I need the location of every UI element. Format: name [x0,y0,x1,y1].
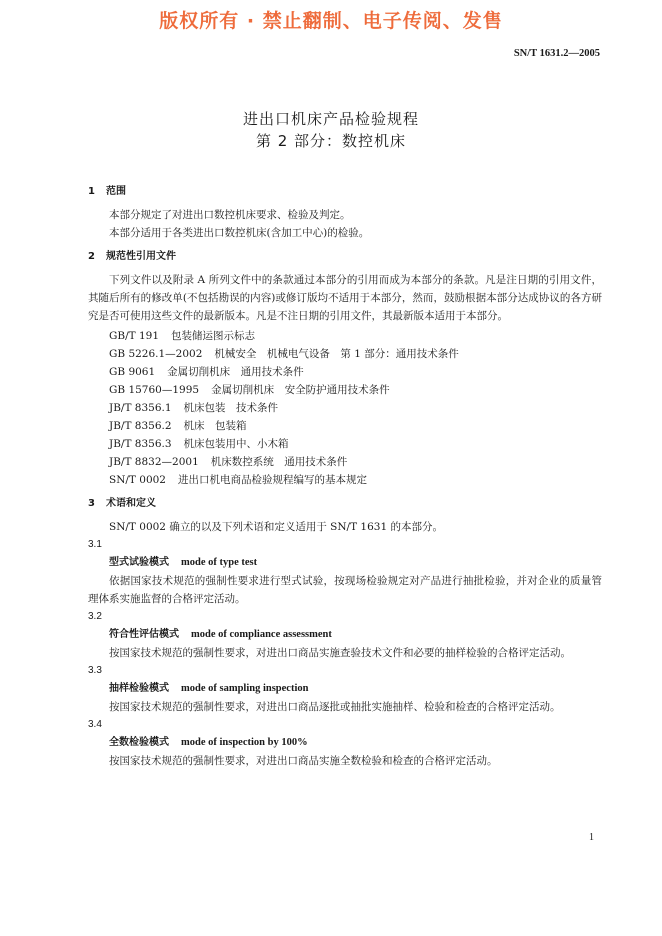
document-subtitle: 第 2 部分：数控机床 [255,132,407,150]
reference-title: 机床包装用中、小木箱 [183,438,289,450]
reference-item [88,417,602,435]
term-name-cn: 全数检验模式 [109,737,169,748]
term-name-en: mode of compliance assessment [191,629,332,640]
reference-title: 金属切削机床 安全防护通用技术条件 [211,384,390,396]
section-title: 规范性引用文件 [106,251,176,262]
term-name-cn: 型式试验模式 [109,557,169,568]
section-heading-terms [88,492,602,515]
reference-item [88,399,602,417]
reference-code: GB/T 191 [109,330,160,342]
term-definition: 按国家技术规范的强制性要求，对进出口商品逐批或抽批实施抽样、检验和检查的合格评定活动。 [109,701,561,713]
reference-code: GB 15760—1995 [109,384,200,396]
reference-item [88,471,602,489]
reference-code: GB 9061 [109,366,156,378]
reference-code: JB/T 8356.1 [109,402,172,414]
reference-list [88,327,602,489]
term-number: 3.3 [88,665,102,676]
section-title: 术语和定义 [106,498,156,509]
reference-title: 包装储运图示标志 [171,330,256,342]
document-body [88,180,602,770]
paragraph: 本部分适用于各类进出口数控机床(含加工中心)的检验。 [109,227,370,239]
reference-item [88,435,602,453]
term-name-cn: 抽样检验模式 [109,683,169,694]
reference-code: JB/T 8356.3 [109,438,172,450]
term-name [88,626,602,644]
term-name-en: mode of sampling inspection [181,683,309,694]
reference-item [88,381,602,399]
term-name-en: mode of inspection by 100% [181,737,308,748]
reference-title: 机械安全 机械电气设备 第 1 部分：通用技术条件 [214,348,459,360]
reference-code: JB/T 8356.2 [109,420,172,432]
reference-title: 机床 包装箱 [183,420,247,432]
reference-code: SN/T 0002 [109,474,166,486]
paragraph: 下列文件以及附录 A 所列文件中的条款通过本部分的引用而成为本部分的条款。凡是注日期的引用文件，其随后所有的修改单(不包括勘误的内容)或修订版均不适用于本部分，然而，鼓励根据本部分达成协议的各方研究是否可使用这些文件的最新版本。凡是不注日期的引用文件，其最新版本适用于本部分。 [88,274,602,322]
standard-number: SN/T 1631.2—2005 [513,48,600,59]
reference-item [88,327,602,345]
reference-code: GB 5226.1—2002 [109,348,203,360]
reference-title: 金属切削机床 通用技术条件 [167,366,304,378]
document-title: 进出口机床产品检验规程 [242,110,419,128]
reference-item [88,363,602,381]
section-number: 2 [88,251,95,262]
reference-title: 机床数控系统 通用技术条件 [210,456,348,468]
paragraph: SN/T 0002 确立的以及下列术语和定义适用于 SN/T 1631 的本部分。 [109,521,443,533]
term-name-en: mode of type test [181,557,258,568]
section-number: 1 [88,186,95,197]
reference-item [88,453,602,471]
term-number: 3.4 [88,719,102,730]
term-number: 3.2 [88,611,102,622]
section-title: 范围 [106,186,126,197]
term-name [88,554,602,572]
term-name [88,734,602,752]
reference-title: 机床包装 技术条件 [183,402,279,414]
section-heading-scope [88,180,602,203]
page-number: 1 [589,832,594,843]
copyright-banner: 版权所有 · 禁止翻制、电子传阅、发售 [159,10,503,32]
reference-title: 进出口机电商品检验规程编写的基本规定 [177,474,367,486]
reference-item [88,345,602,363]
term-name [88,680,602,698]
paragraph: 本部分规定了对进出口数控机床要求、检验及判定。 [109,209,351,221]
reference-code: JB/T 8832—2001 [109,456,199,468]
term-definition: 按国家技术规范的强制性要求，对进出口商品实施查验技术文件和必要的抽样检验的合格评定活动。 [109,647,571,659]
term-definition: 按国家技术规范的强制性要求，对进出口商品实施全数检验和检查的合格评定活动。 [109,755,498,767]
term-definition: 依据国家技术规范的强制性要求进行型式试验，按现场检验规定对产品进行抽批检验，并对企业的质量管理体系实施监督的合格评定活动。 [88,575,602,605]
section-heading-normative [88,245,602,268]
term-name-cn: 符合性评估模式 [109,629,179,640]
section-number: 3 [88,498,95,509]
term-number: 3.1 [88,539,102,550]
